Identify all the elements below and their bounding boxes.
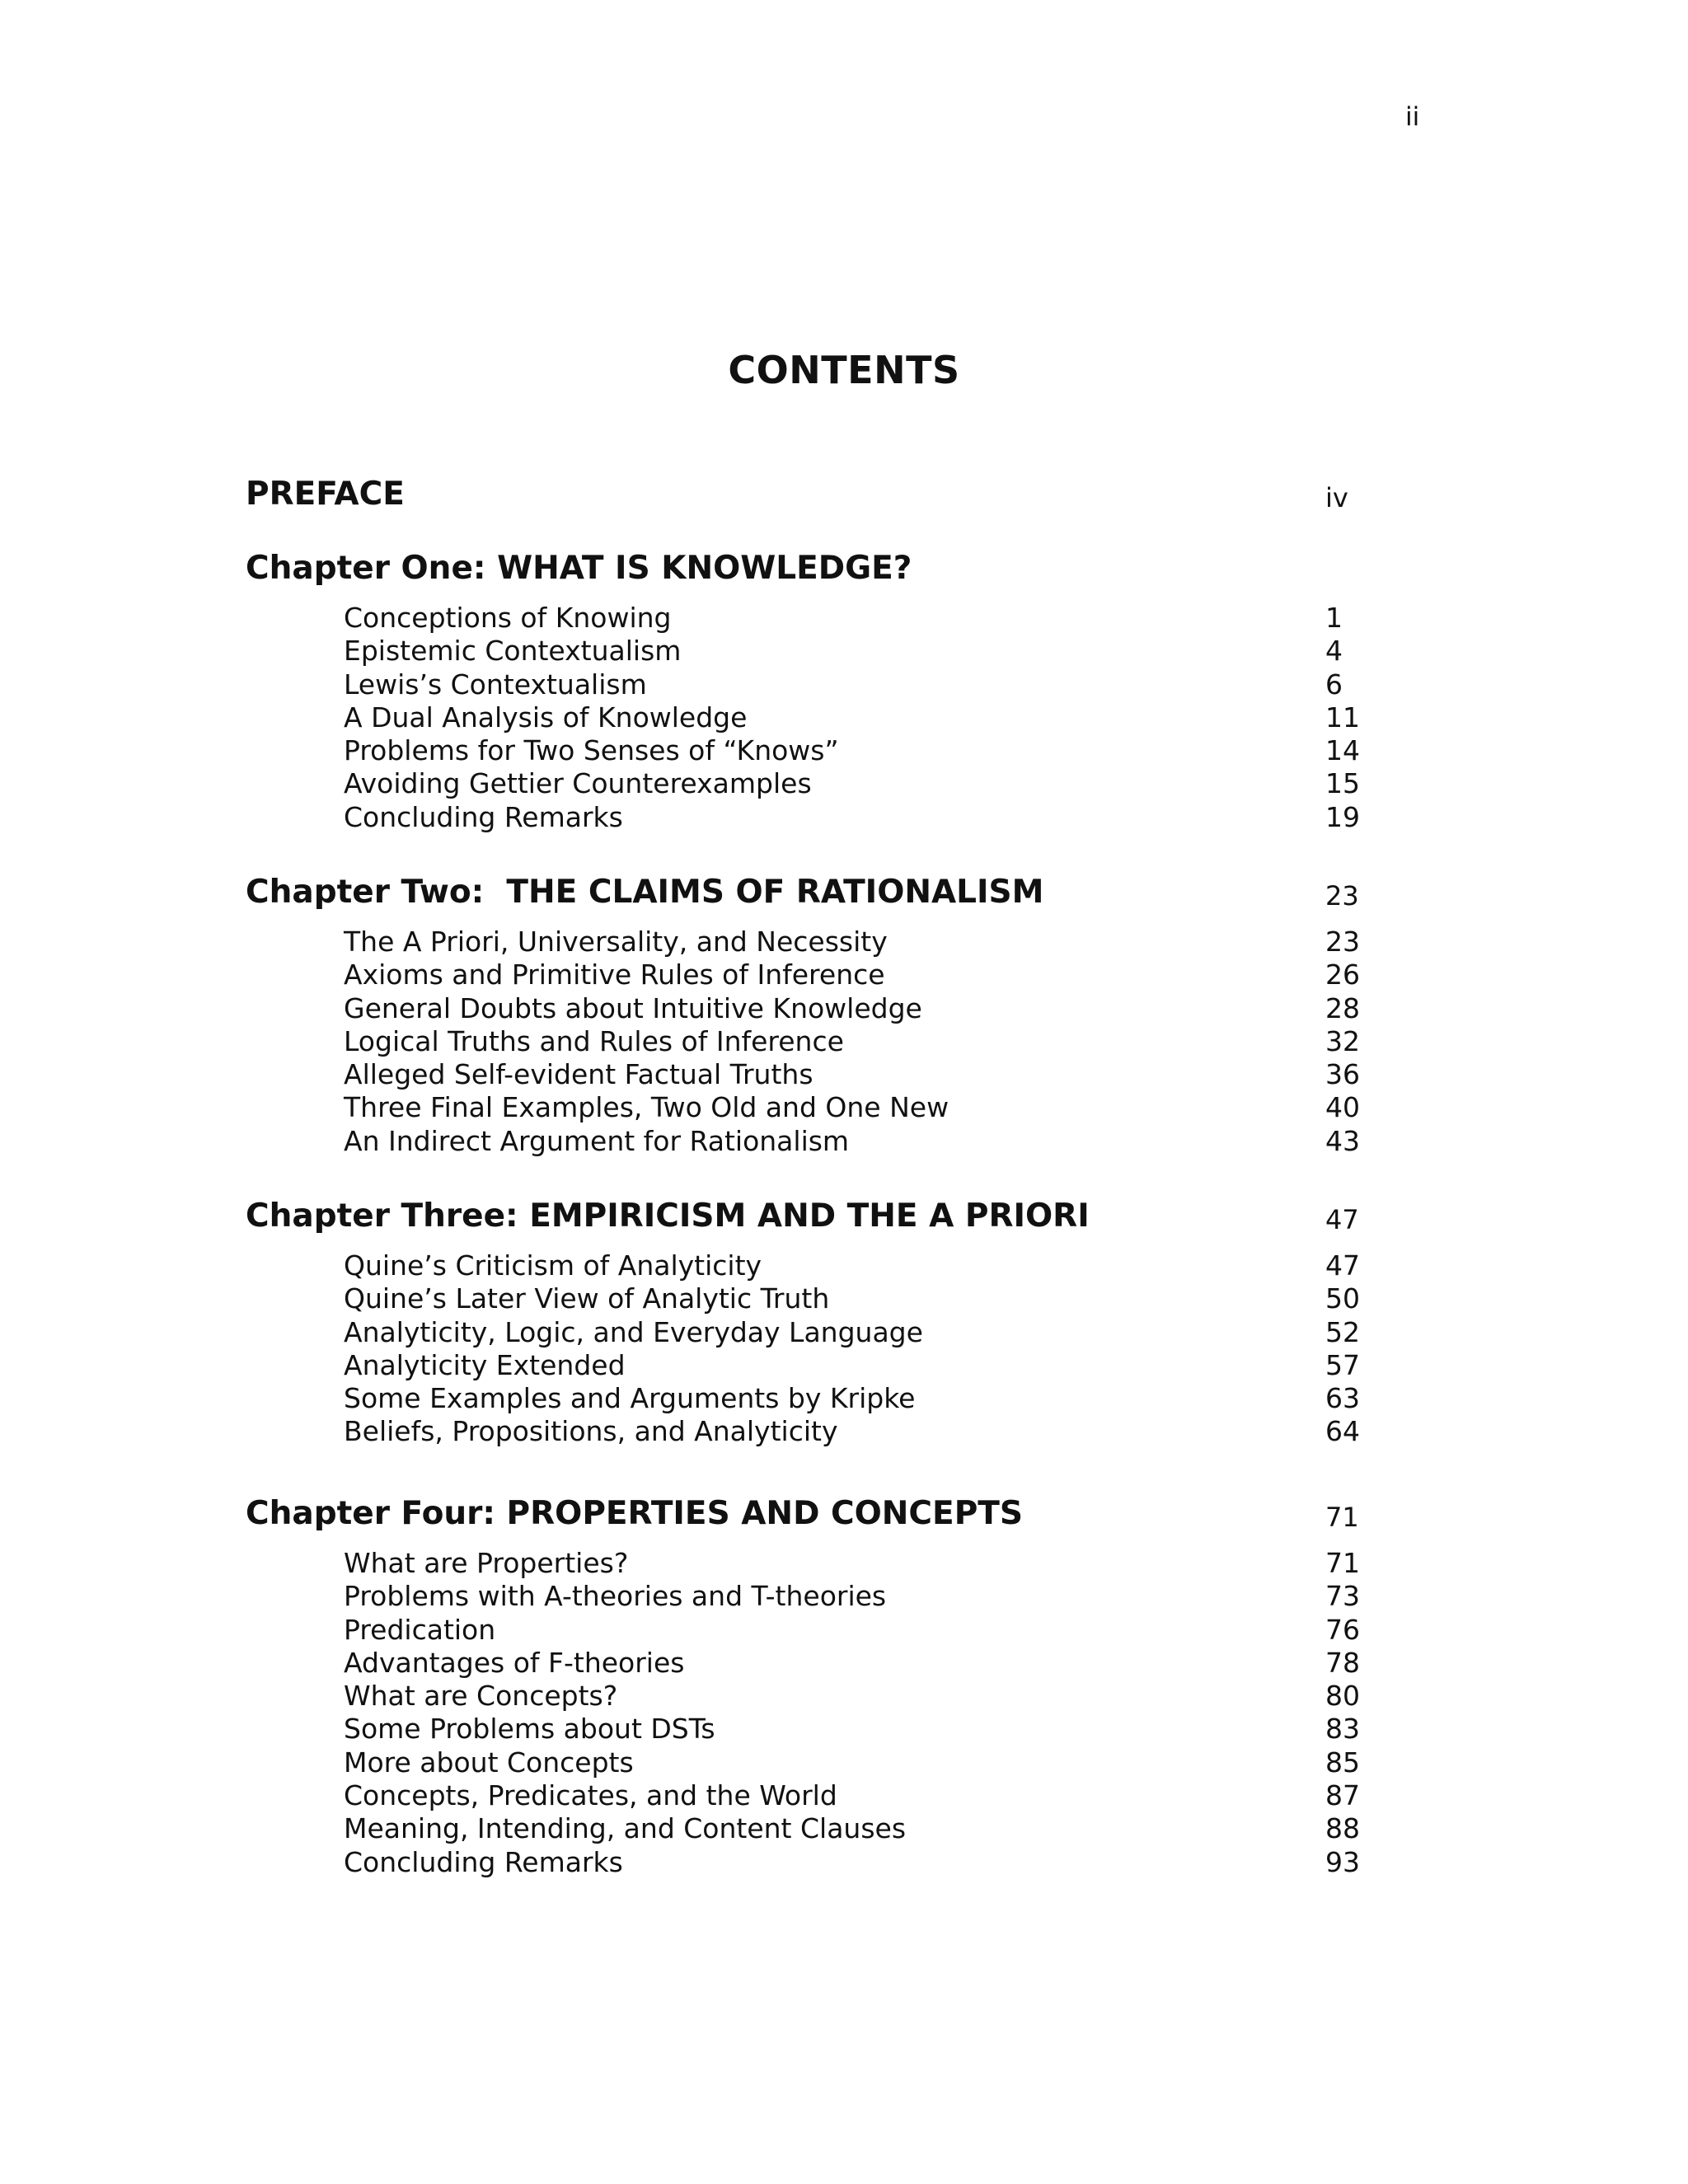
toc-entry[interactable] bbox=[246, 1812, 1400, 1845]
toc-entry-title: Quine’s Criticism of Analyticity bbox=[344, 1249, 762, 1282]
toc-entry-title: The A Priori, Universality, and Necessity bbox=[344, 926, 888, 958]
toc-entry[interactable] bbox=[246, 1282, 1400, 1315]
toc-entry[interactable] bbox=[246, 1746, 1400, 1779]
toc-entry[interactable] bbox=[246, 1125, 1400, 1158]
toc-entry[interactable] bbox=[246, 926, 1400, 958]
toc-entry[interactable] bbox=[246, 1415, 1400, 1448]
toc-entry[interactable] bbox=[246, 1349, 1400, 1382]
toc-entry-page: 36 bbox=[1325, 1058, 1360, 1091]
toc-entry-page: 63 bbox=[1325, 1382, 1360, 1415]
chapter-heading: Chapter One: WHAT IS KNOWLEDGE? bbox=[246, 550, 912, 587]
chapter-heading-row[interactable] bbox=[246, 1193, 1400, 1240]
toc-entry-title: Problems with A-theories and T-theories bbox=[344, 1580, 887, 1613]
toc-entry-page: 71 bbox=[1325, 1547, 1360, 1579]
toc-entry-title: Meaning, Intending, and Content Clauses bbox=[344, 1812, 907, 1845]
toc-entry[interactable] bbox=[246, 1846, 1400, 1879]
chapter-heading-row[interactable] bbox=[246, 546, 1400, 592]
toc-entry[interactable] bbox=[246, 1382, 1400, 1415]
toc-entry[interactable] bbox=[246, 602, 1400, 635]
chapter-heading: Chapter Two: THE CLAIMS OF RATIONALISM bbox=[246, 874, 1044, 911]
chapter-two-section bbox=[246, 869, 1400, 1157]
toc-entry-page: 73 bbox=[1325, 1580, 1360, 1613]
toc-entry-page: 76 bbox=[1325, 1613, 1360, 1646]
toc-entry-title: Problems for Two Senses of “Knows” bbox=[344, 734, 839, 767]
toc-entry-title: Conceptions of Knowing bbox=[344, 602, 672, 634]
chapter-heading: Chapter Three: EMPIRICISM AND THE A PRIORI bbox=[246, 1197, 1090, 1235]
chapter-heading-row[interactable] bbox=[246, 869, 1400, 916]
toc-entry-title: Beliefs, Propositions, and Analyticity bbox=[344, 1415, 838, 1448]
chapter-entry-list bbox=[246, 1249, 1400, 1449]
page-title: CONTENTS bbox=[728, 347, 960, 392]
toc-entry-page: 14 bbox=[1325, 734, 1360, 767]
toc-entry-page: 93 bbox=[1325, 1845, 1360, 1878]
toc-entry[interactable] bbox=[246, 992, 1400, 1025]
toc-entry[interactable] bbox=[246, 1647, 1400, 1680]
chapter-heading-row[interactable] bbox=[246, 1491, 1400, 1537]
toc-entry[interactable] bbox=[246, 1580, 1400, 1613]
chapter-four-section bbox=[246, 1491, 1400, 1878]
toc-entry-title: Axioms and Primitive Rules of Inference bbox=[344, 958, 885, 991]
toc-entry-title: Concluding Remarks bbox=[344, 1845, 623, 1878]
toc-entry-page: 87 bbox=[1325, 1779, 1360, 1812]
toc-entry[interactable] bbox=[246, 801, 1400, 834]
toc-entry-page: 80 bbox=[1325, 1680, 1360, 1713]
toc-entry-title: More about Concepts bbox=[344, 1746, 634, 1779]
toc-entry-title: Some Examples and Arguments by Kripke bbox=[344, 1382, 916, 1415]
toc-entry-page: 52 bbox=[1325, 1315, 1360, 1348]
toc-entry-page: 23 bbox=[1325, 926, 1360, 958]
toc-entry[interactable] bbox=[246, 958, 1400, 991]
toc-entry[interactable] bbox=[246, 1058, 1400, 1091]
toc-entry-title: Lewis’s Contextualism bbox=[344, 668, 647, 701]
toc-entry[interactable] bbox=[246, 1713, 1400, 1746]
toc-entry-page: 85 bbox=[1325, 1746, 1360, 1779]
page-number: ii bbox=[1405, 102, 1420, 132]
toc-entry[interactable] bbox=[246, 1025, 1400, 1058]
toc-entry-page: 4 bbox=[1325, 635, 1343, 668]
toc-entry[interactable] bbox=[246, 1091, 1400, 1124]
toc-entry-title: Logical Truths and Rules of Inference bbox=[344, 1024, 844, 1057]
toc-entry-title: Avoiding Gettier Counterexamples bbox=[344, 767, 812, 800]
toc-entry-title: Analyticity, Logic, and Everyday Language bbox=[344, 1315, 923, 1348]
toc-entry-page: 26 bbox=[1325, 958, 1360, 991]
toc-entry-title: Concepts, Predicates, and the World bbox=[344, 1779, 837, 1812]
chapter-entry-list bbox=[246, 926, 1400, 1158]
toc-entry-title: What are Properties? bbox=[344, 1547, 629, 1579]
toc-preface-row[interactable] bbox=[246, 471, 1400, 518]
chapter-page-number: 47 bbox=[1325, 1204, 1359, 1235]
chapter-entry-list bbox=[246, 602, 1400, 834]
toc-entry[interactable] bbox=[246, 767, 1400, 800]
toc-entry-page: 43 bbox=[1325, 1124, 1360, 1157]
toc-entry-title: An Indirect Argument for Rationalism bbox=[344, 1124, 850, 1157]
chapter-page-number: 23 bbox=[1325, 880, 1359, 912]
toc-entry-title: Alleged Self-evident Factual Truths bbox=[344, 1058, 814, 1091]
toc-entry-title: Advantages of F-theories bbox=[344, 1646, 685, 1679]
toc-entry-title: General Doubts about Intuitive Knowledge bbox=[344, 991, 922, 1024]
toc-entry-page: 83 bbox=[1325, 1713, 1360, 1746]
chapter-heading: Chapter Four: PROPERTIES AND CONCEPTS bbox=[246, 1495, 1023, 1532]
toc-entry-page: 32 bbox=[1325, 1024, 1360, 1057]
toc-entry-title: A Dual Analysis of Knowledge bbox=[344, 701, 748, 733]
toc-entry[interactable] bbox=[246, 701, 1400, 734]
toc-entry[interactable] bbox=[246, 1249, 1400, 1282]
toc-entry-page: 64 bbox=[1325, 1415, 1360, 1448]
toc-entry-title: Quine’s Later View of Analytic Truth bbox=[344, 1282, 830, 1315]
toc-entry-page: 15 bbox=[1325, 767, 1360, 800]
chapter-entry-list bbox=[246, 1547, 1400, 1879]
toc-entry-title: What are Concepts? bbox=[344, 1680, 618, 1713]
chapter-one-section bbox=[246, 546, 1400, 833]
toc-entry-page: 47 bbox=[1325, 1249, 1360, 1282]
toc-entry[interactable] bbox=[246, 1316, 1400, 1349]
toc-entry-page: 40 bbox=[1325, 1091, 1360, 1124]
toc-entry[interactable] bbox=[246, 734, 1400, 767]
toc-entry-title: Concluding Remarks bbox=[344, 800, 623, 833]
toc-entry-page: 11 bbox=[1325, 701, 1360, 733]
toc-entry[interactable] bbox=[246, 635, 1400, 668]
toc-entry[interactable] bbox=[246, 1779, 1400, 1812]
toc-entry-page: 1 bbox=[1325, 602, 1343, 634]
toc-entry-title: Epistemic Contextualism bbox=[344, 635, 682, 668]
chapter-page-number: 71 bbox=[1325, 1502, 1359, 1533]
preface-heading: PREFACE bbox=[246, 476, 405, 513]
toc-entry-page: 6 bbox=[1325, 668, 1343, 701]
toc-entry-page: 78 bbox=[1325, 1646, 1360, 1679]
toc-entry-page: 88 bbox=[1325, 1812, 1360, 1845]
toc-entry-page: 50 bbox=[1325, 1282, 1360, 1315]
toc-entry-title: Some Problems about DSTs bbox=[344, 1713, 715, 1746]
toc-entry-page: 19 bbox=[1325, 800, 1360, 833]
toc-entry-title: Analyticity Extended bbox=[344, 1348, 626, 1381]
toc-entry-page: 28 bbox=[1325, 991, 1360, 1024]
toc-entry-title: Predication bbox=[344, 1613, 496, 1646]
preface-page-number: iv bbox=[1325, 482, 1348, 513]
toc-entry[interactable] bbox=[246, 668, 1400, 701]
toc-entry-title: Three Final Examples, Two Old and One New bbox=[344, 1091, 950, 1124]
chapter-three-section bbox=[246, 1193, 1400, 1448]
toc-entry-page: 57 bbox=[1325, 1348, 1360, 1381]
toc-entry[interactable] bbox=[246, 1547, 1400, 1580]
toc-entry[interactable] bbox=[246, 1680, 1400, 1713]
toc-entry[interactable] bbox=[246, 1614, 1400, 1647]
